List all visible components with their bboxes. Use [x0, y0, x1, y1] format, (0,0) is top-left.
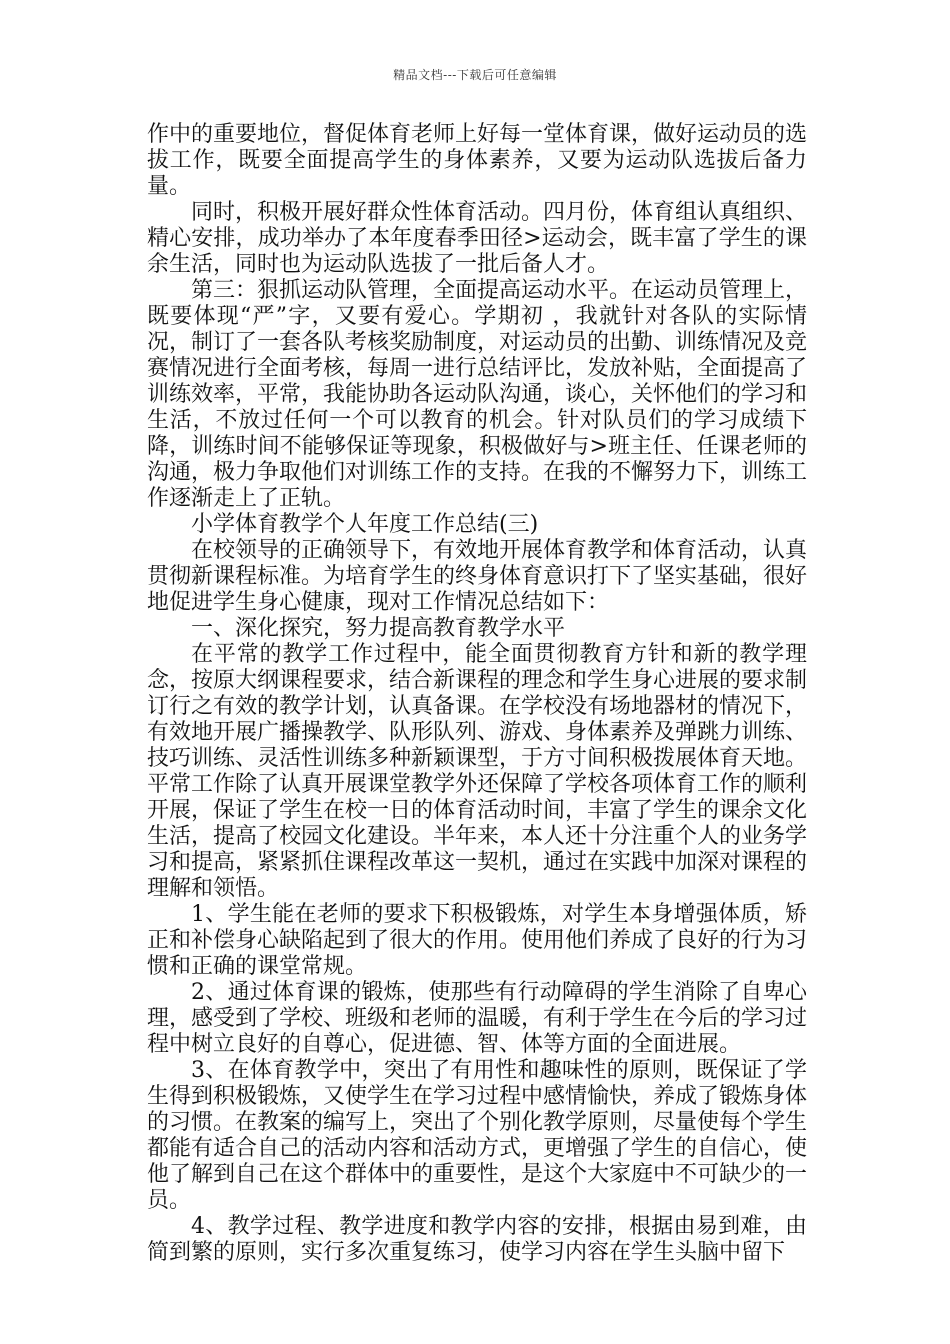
- paragraph: 作中的重要地位，督促体育老师上好每一堂体育课，做好运动员的选拔工作，既要全面提高学生的身体素养，又要为运动队选拔后备力量。: [147, 122, 808, 199]
- document-body: [147, 122, 807, 1266]
- list-item: 3、在体育教学中，突出了有用性和趣味性的原则，既保证了学生得到积极锻炼，又使学生在学习过程中感情愉快，养成了锻炼身体的习惯。在教案的编写上，突出了个别化教学原则，尽量使每个学生都能有适合自己的活动内容和活动方式，更增强了学生的自信心，使他了解到自己在这个群体中的重要性，是这个大家庭中不可缺少的一员。: [147, 1058, 808, 1213]
- paragraph: 同时，积极开展好群众性体育活动。四月份，体育组认真组织、精心安排，成功举办了本年度春季田径>运动会，既丰富了学生的课余生活，同时也为运动队选拔了一批后备人才。: [147, 200, 808, 277]
- list-item: 4、教学过程、教学进度和教学内容的安排，根据由易到难，由简到繁的原则，实行多次重复练习，使学习内容在学生头脑中留下: [147, 1214, 807, 1265]
- paragraph: 第三：狠抓运动队管理，全面提高运动水平。在运动员管理上，既要体现“严”字，又要有爱心。学期初 ，我就针对各队的实际情况，制订了一套各队考核奖励制度，对运动员的出勤、训练情况及竞赛情况进行全面考核，每周一进行总结评比，发放补贴，全面提高了训练效率，平常，我能协助各运动队沟通，谈心，关怀他们的学习和生活，不放过任何一个可以教育的机会。针对队员们的学习成绩下降，训练时间不能够保证等现象，积极做好与>班主任、任课老师的沟通，极力争取他们对训练工作的支持。在我的不懈努力下，训练工作逐渐走上了正轨。: [147, 278, 808, 511]
- list-item: 2、通过体育课的锻炼，使那些有行动障碍的学生消除了自卑心理，感受到了学校、班级和老师的温暖，有利于学生在今后的学习过程中树立良好的自尊心，促进德、智、体等方面的全面进展。: [147, 980, 808, 1057]
- page-header: 精品文档---下载后可任意编辑: [393, 68, 557, 82]
- list-item: 1、学生能在老师的要求下积极锻炼，对学生本身增强体质，矫正和补偿身心缺陷起到了很大的作用。使用他们养成了良好的行为习惯和正确的课堂常规。: [147, 902, 808, 979]
- paragraph: 在平常的教学工作过程中，能全面贯彻教育方针和新的教学理念，按原大纲课程要求，结合新课程的理念和学生身心进展的要求制订行之有效的教学计划，认真备课。在学校没有场地器材的情况下，有效地开展广播操教学、队形队列、游戏、身体素养及弹跳力训练、技巧训练、灵活性训练多种新颖课型，于方寸间积极拨展体育天地。平常工作除了认真开展课堂教学外还保障了学校各项体育工作的顺利开展，保证了学生在校一日的体育活动时间，丰富了学生的课余文化生活，提高了校园文化建设。半年来，本人还十分注重个人的业务学习和提高，紧紧抓住课程改革这一契机，通过在实践中加深对课程的理解和领悟。: [147, 642, 808, 901]
- section-title: 小学体育教学个人年度工作总结(三): [191, 512, 539, 537]
- section-heading: 一、深化探究，努力提高教育教学水平: [191, 616, 566, 641]
- paragraph: 在校领导的正确领导下，有效地开展体育教学和体育活动，认真贯彻新课程标准。为培育学生的终身体育意识打下了坚实基础，很好地促进学生身心健康，现对工作情况总结如下：: [147, 538, 808, 615]
